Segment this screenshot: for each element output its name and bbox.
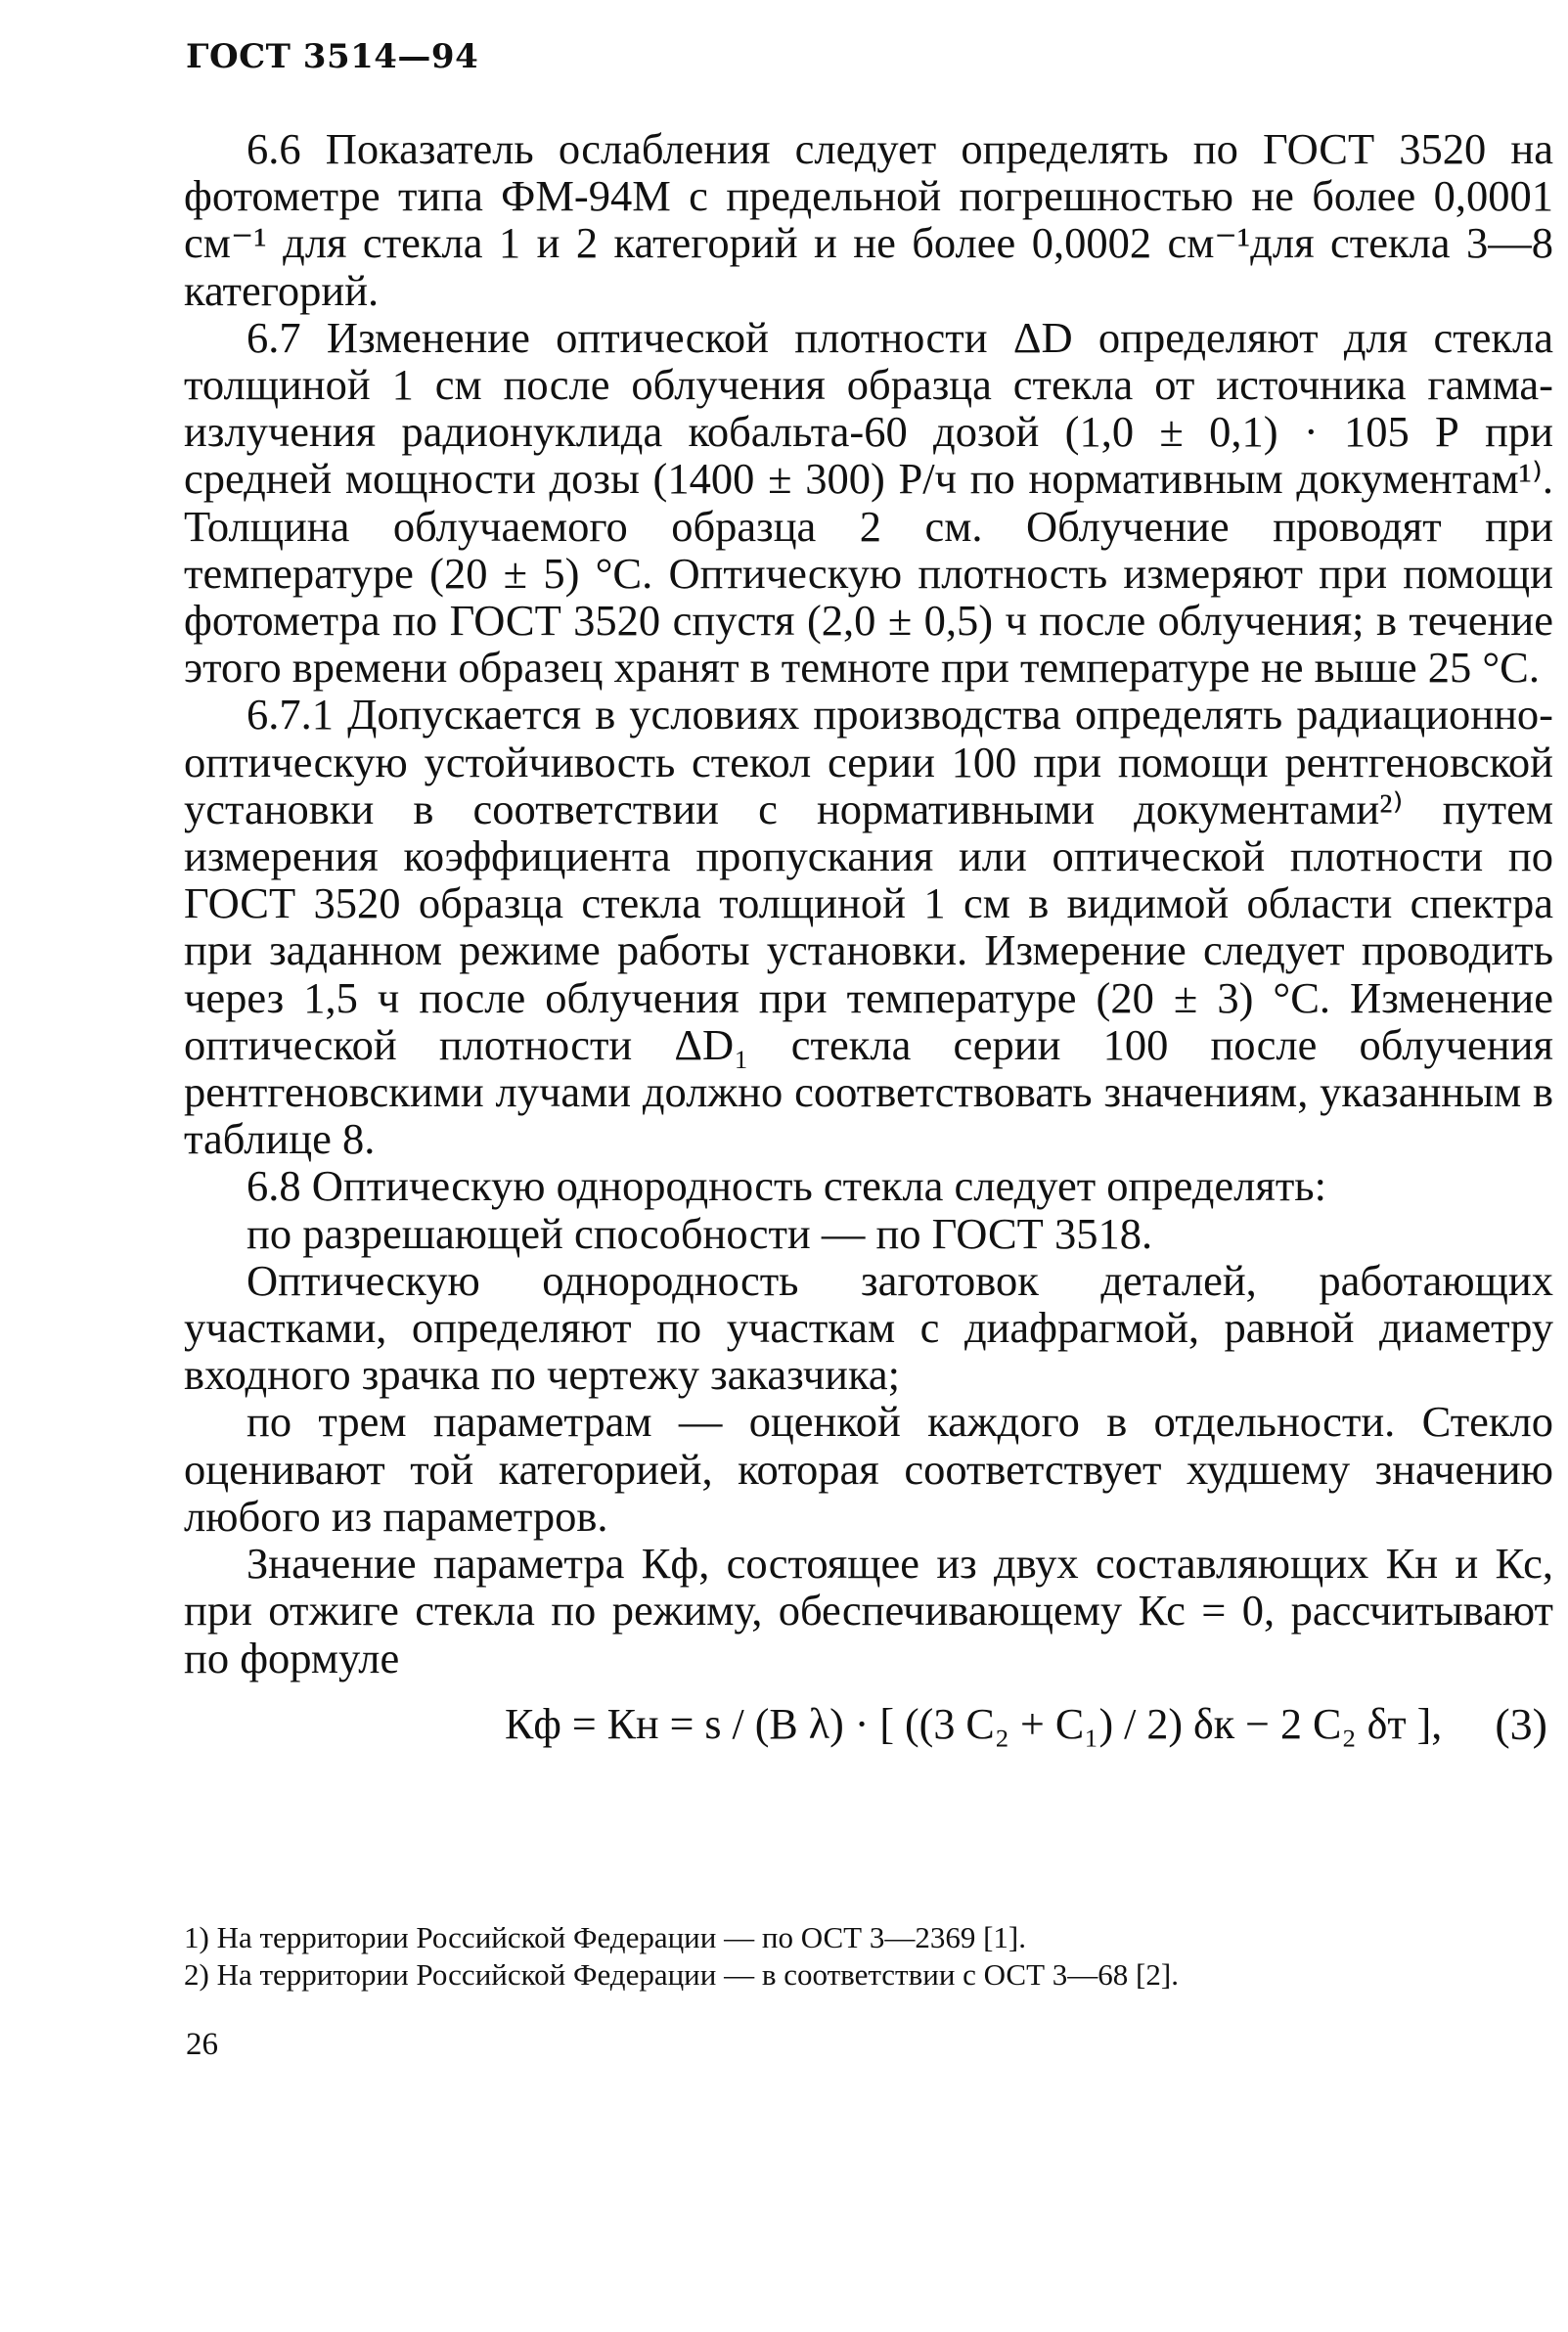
document-header: ГОСТ 3514—94 bbox=[186, 37, 479, 76]
formula-block bbox=[184, 1687, 1553, 1826]
paragraph-6-8-parameters: по трем параметрам — оценкой каждого в отдельности. Стекло оценивают той категорией, которая соответствует худшему значению любого из параметров. bbox=[184, 1397, 1553, 1541]
paragraph-6-6: 6.6 Показатель ослабления следует определять по ГОСТ 3520 на фотометре типа ФМ-94М с предельной погрешностью не более 0,0001 см⁻¹ для стекла 1 и 2 категорий и не более 0,0002 см⁻¹для стекла 3—8 категорий. bbox=[184, 124, 1553, 315]
footnote-1: 1) На территории Российской Федерации — по ОСТ 3—2369 [1]. bbox=[184, 1920, 1026, 1954]
paragraph-6-8-zones: Оптическую однородность заготовок деталей, работающих участками, определяют по участкам с диафрагмой, равной диаметру входного зрачка по чертежу заказчика; bbox=[184, 1255, 1553, 1400]
paragraph-6-7-1: 6.7.1 Допускается в условиях производства определять радиационно-оптическую устойчивость стекол серии 100 при помощи рентгеновской установки в соответствии с нормативными документами²⁾ путем измерения коэффициента пропускания или оптической плотности по ГОСТ 3520 образца стекла толщиной 1 см в видимой области спектра при заданном режиме работы установки. Измерение следует проводить через 1,5 ч после облучения при температуре (20 ± 3) °С. Изменение оптической плотности ΔD₁ стекла серии 100 после облучения рентгеновскими лучами должно соответствовать значениям, указанным в таблице 8. bbox=[184, 690, 1553, 1164]
paragraph-6-8-kf: Значение параметра Кф, состоящее из двух составляющих Кн и Кс, при отжиге стекла по режиму, обеспечивающему Кс = 0, рассчитывают по формуле bbox=[184, 1539, 1553, 1682]
paragraph-6-7: 6.7 Изменение оптической плотности ΔD определяют для стекла толщиной 1 см после облучения образца стекла от источника гамма-излучения радионуклида кобальта-60 дозой (1,0 ± 0,1) · 105 Р при средней мощности дозы (1400 ± 300) Р/ч по нормативным документам¹⁾. Толщина облучаемого образца 2 см. Облучение проводят при температуре (20 ± 5) °С. Оптическую плотность измеряют при помощи фотометра по ГОСТ 3520 спустя (2,0 ± 0,5) ч после облучения; в течение этого времени образец хранят в темноте при температуре не выше 25 °С. bbox=[184, 312, 1553, 693]
document-body bbox=[184, 125, 1553, 1826]
paragraph-6-8-resolution: по разрешающей способности — по ГОСТ 3518. bbox=[246, 1208, 1153, 1258]
paragraph-6-8: 6.8 Оптическую однородность стекла следует определять: bbox=[246, 1161, 1326, 1211]
formula-expression: Кф = Кн = s / (В λ) · [ ((3 C₂ + C₁) / 2) δк − 2 C₂ δт ], bbox=[505, 1699, 1443, 1748]
page-number: 26 bbox=[186, 2027, 218, 2062]
formula-number: (3) bbox=[1495, 1698, 1547, 1749]
footnote-2: 2) На территории Российской Федерации — в соответствии с ОСТ 3—68 [2]. bbox=[184, 1957, 1179, 1992]
footnotes bbox=[184, 1919, 1553, 1994]
